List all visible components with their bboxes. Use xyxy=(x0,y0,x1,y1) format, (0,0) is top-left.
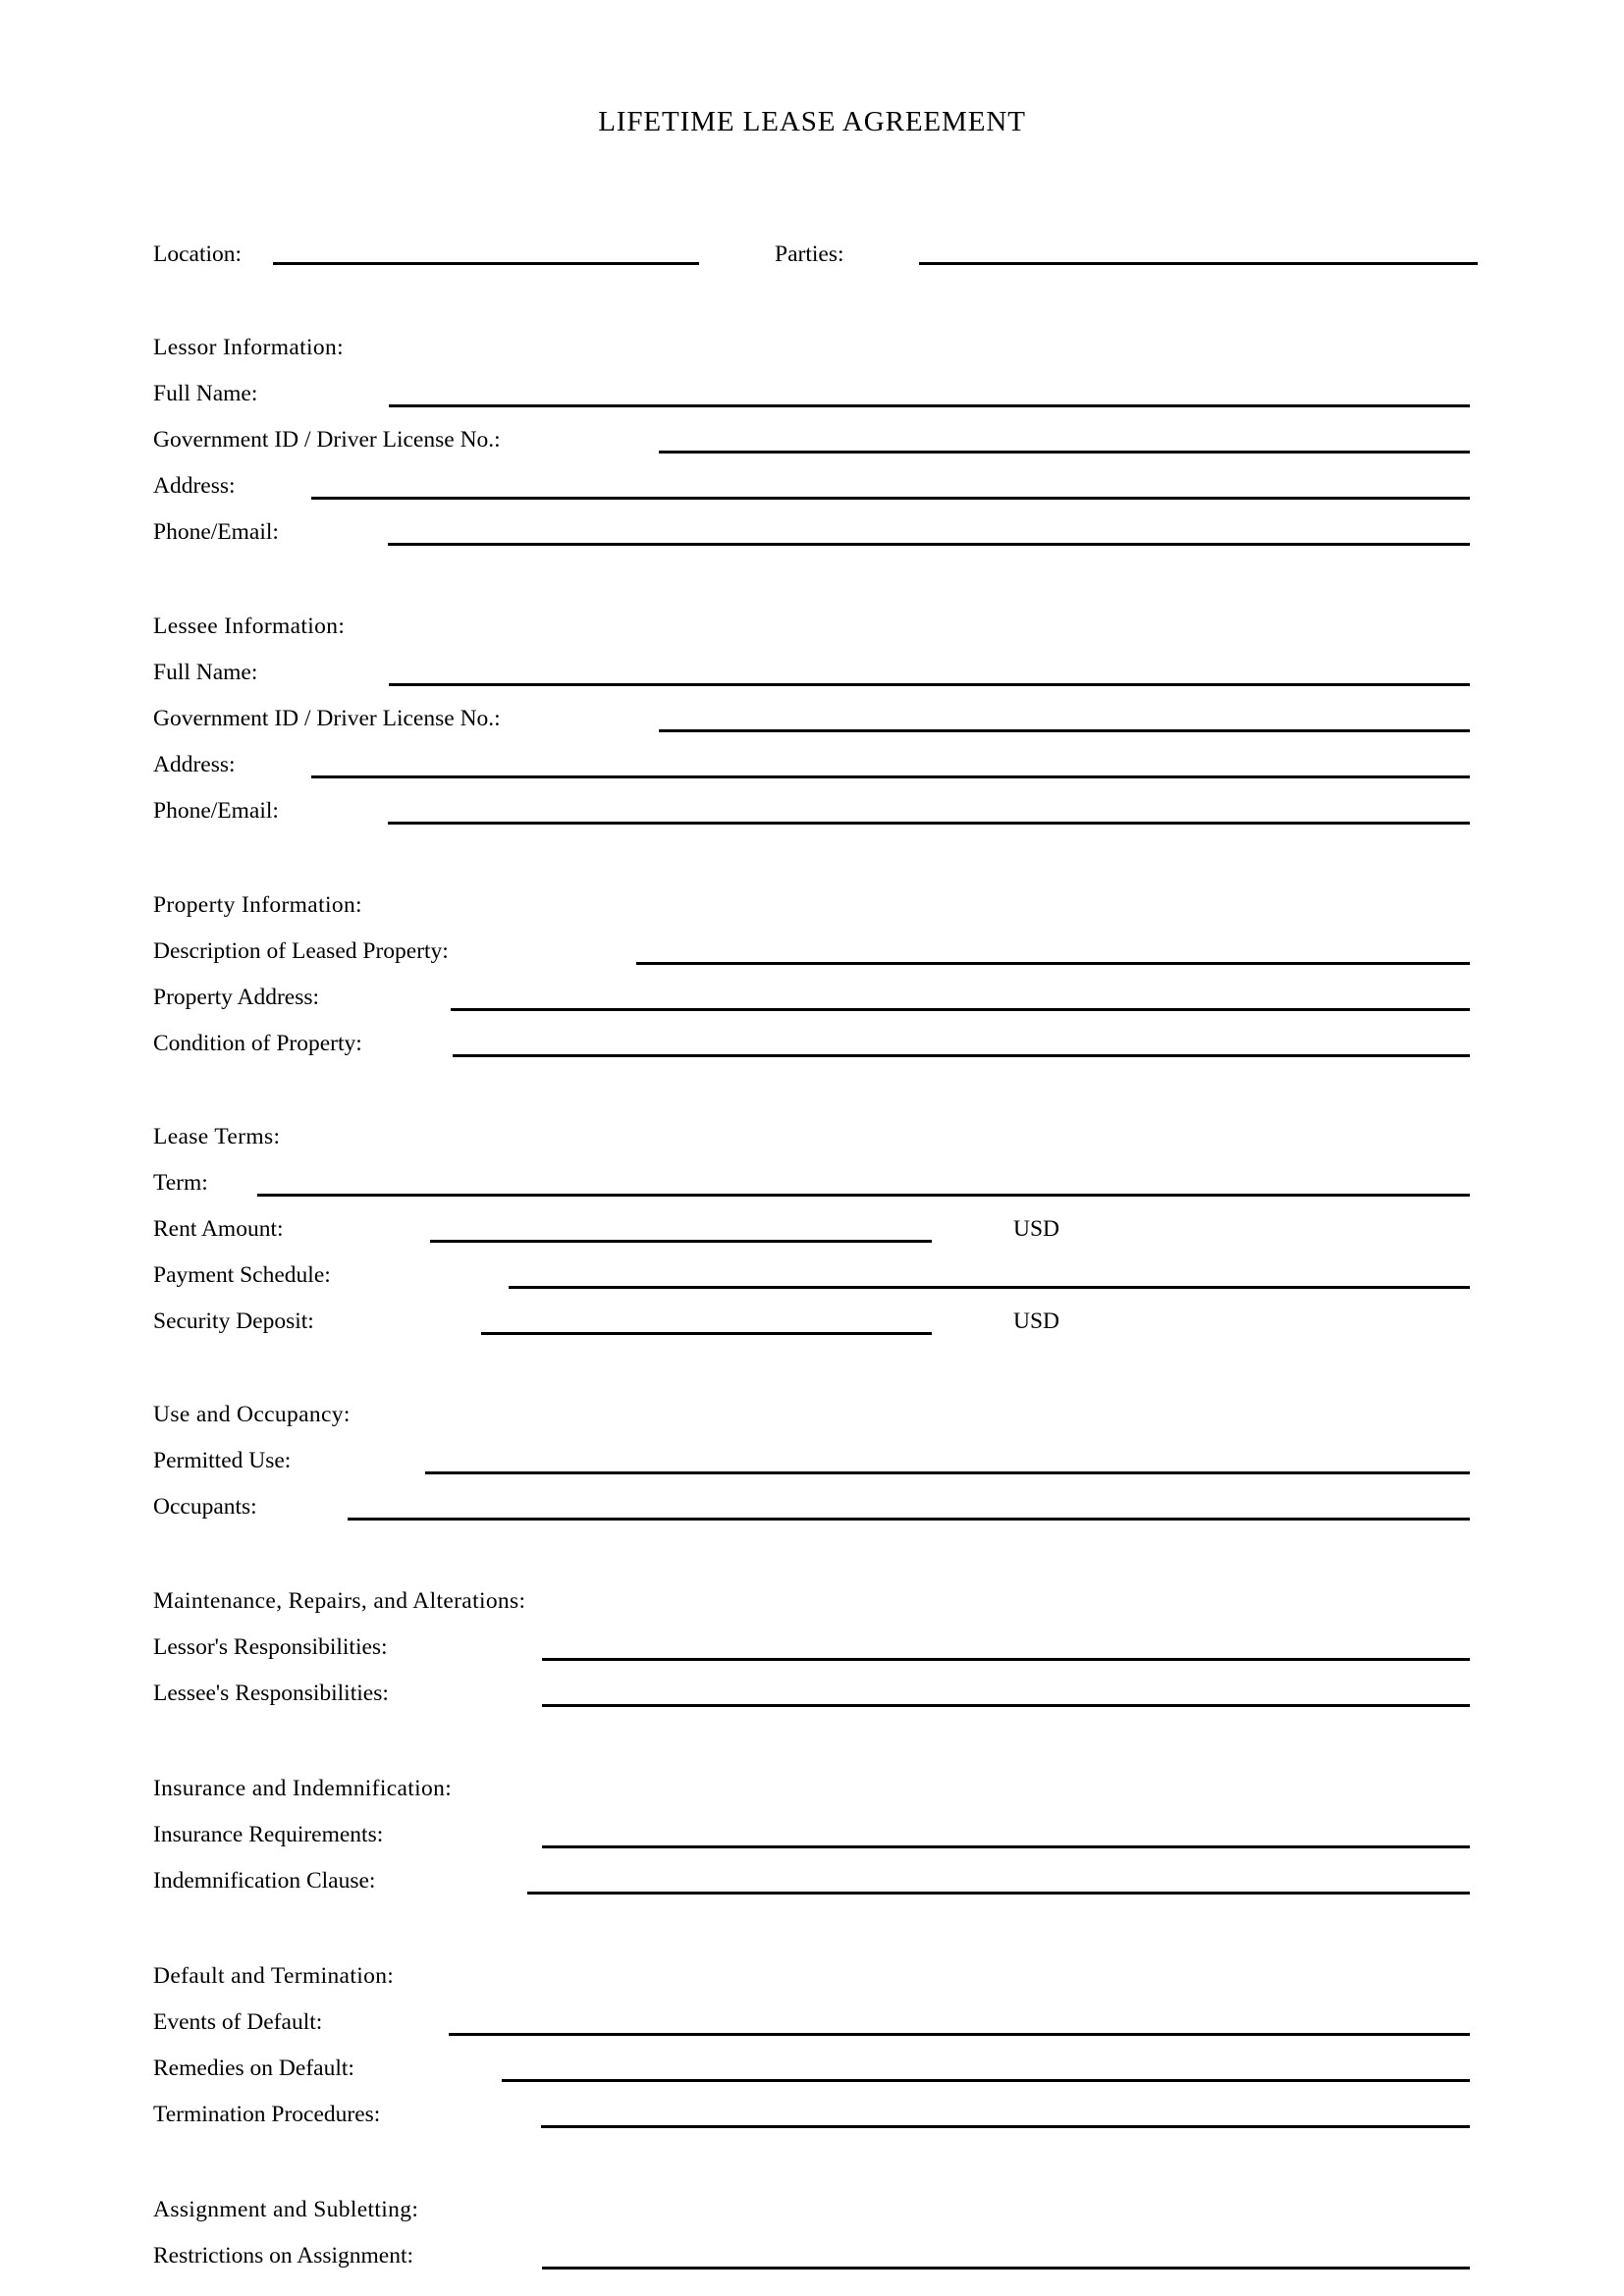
field-label-occupants: Occupants: xyxy=(153,1494,257,1520)
field-label-description-of-leased-property: Description of Leased Property: xyxy=(153,938,449,964)
field-label-restrictions-on-assignment: Restrictions on Assignment: xyxy=(153,2243,414,2269)
field-rule-indemnification-clause[interactable] xyxy=(527,1892,1470,1895)
field-rule-lessor-government-id[interactable] xyxy=(659,451,1470,454)
field-rule-lessee-address[interactable] xyxy=(311,775,1470,778)
field-label-insurance-requirements: Insurance Requirements: xyxy=(153,1822,384,1847)
section-heading-insurance-and-indemnification: Insurance and Indemnification: xyxy=(153,1776,453,1801)
section-heading-lessee-information: Lessee Information: xyxy=(153,614,346,639)
section-heading-default-and-termination: Default and Termination: xyxy=(153,1963,395,1989)
field-rule-events-of-default[interactable] xyxy=(449,2033,1470,2036)
field-rule-lessor-full-name[interactable] xyxy=(389,404,1470,407)
field-label-lessor-full-name: Full Name: xyxy=(153,381,258,406)
field-rule-termination-procedures[interactable] xyxy=(541,2125,1470,2128)
parties-input-rule[interactable] xyxy=(919,262,1478,265)
section-heading-maintenance-repairs-alterations: Maintenance, Repairs, and Alterations: xyxy=(153,1588,526,1614)
field-label-condition-of-property: Condition of Property: xyxy=(153,1031,362,1056)
field-rule-description-of-leased-property[interactable] xyxy=(636,962,1470,965)
page-title: LIFETIME LEASE AGREEMENT xyxy=(598,106,1026,137)
field-rule-lessee-government-id[interactable] xyxy=(659,729,1470,732)
field-label-lessee-government-id: Government ID / Driver License No.: xyxy=(153,706,501,731)
section-heading-lessor-information: Lessor Information: xyxy=(153,335,344,360)
field-rule-term[interactable] xyxy=(257,1194,1470,1197)
field-rule-security-deposit[interactable] xyxy=(481,1332,932,1335)
field-label-term: Term: xyxy=(153,1170,208,1196)
field-rule-permitted-use[interactable] xyxy=(425,1471,1470,1474)
field-label-remedies-on-default: Remedies on Default: xyxy=(153,2056,354,2081)
field-unit-rent-amount: USD xyxy=(1013,1216,1060,1242)
field-label-indemnification-clause: Indemnification Clause: xyxy=(153,1868,376,1894)
field-unit-security-deposit: USD xyxy=(1013,1308,1060,1334)
field-label-lessee-phone-email: Phone/Email: xyxy=(153,798,279,824)
field-rule-remedies-on-default[interactable] xyxy=(502,2079,1470,2082)
field-rule-lessee-responsibilities[interactable] xyxy=(542,1704,1470,1707)
field-rule-lessee-phone-email[interactable] xyxy=(388,822,1470,825)
field-rule-lessor-responsibilities[interactable] xyxy=(542,1658,1470,1661)
field-rule-payment-schedule[interactable] xyxy=(509,1286,1470,1289)
field-label-lessee-responsibilities: Lessee's Responsibilities: xyxy=(153,1681,389,1706)
section-heading-property-information: Property Information: xyxy=(153,892,362,918)
field-label-lessor-address: Address: xyxy=(153,473,236,499)
field-rule-property-address[interactable] xyxy=(451,1008,1470,1011)
field-rule-condition-of-property[interactable] xyxy=(453,1054,1470,1057)
parties-label: Parties: xyxy=(775,241,844,267)
field-label-lessor-phone-email: Phone/Email: xyxy=(153,519,279,545)
field-label-payment-schedule: Payment Schedule: xyxy=(153,1262,331,1288)
field-rule-restrictions-on-assignment[interactable] xyxy=(542,2267,1470,2269)
field-label-security-deposit: Security Deposit: xyxy=(153,1308,314,1334)
field-label-termination-procedures: Termination Procedures: xyxy=(153,2102,381,2127)
field-rule-lessee-full-name[interactable] xyxy=(389,683,1470,686)
field-label-lessor-responsibilities: Lessor's Responsibilities: xyxy=(153,1634,388,1660)
field-label-rent-amount: Rent Amount: xyxy=(153,1216,284,1242)
field-rule-rent-amount[interactable] xyxy=(430,1240,932,1243)
field-label-property-address: Property Address: xyxy=(153,985,320,1010)
location-label: Location: xyxy=(153,241,243,267)
field-label-permitted-use: Permitted Use: xyxy=(153,1448,292,1473)
field-rule-insurance-requirements[interactable] xyxy=(542,1845,1470,1848)
field-label-lessee-full-name: Full Name: xyxy=(153,660,258,685)
field-rule-lessor-phone-email[interactable] xyxy=(388,543,1470,546)
field-label-lessee-address: Address: xyxy=(153,752,236,777)
field-rule-lessor-address[interactable] xyxy=(311,497,1470,500)
section-heading-assignment-and-subletting: Assignment and Subletting: xyxy=(153,2197,419,2222)
section-heading-lease-terms: Lease Terms: xyxy=(153,1124,281,1149)
field-rule-occupants[interactable] xyxy=(348,1518,1470,1521)
location-input-rule[interactable] xyxy=(273,262,699,265)
field-label-lessor-government-id: Government ID / Driver License No.: xyxy=(153,427,501,453)
section-heading-use-and-occupancy: Use and Occupancy: xyxy=(153,1402,351,1427)
field-label-events-of-default: Events of Default: xyxy=(153,2009,323,2035)
